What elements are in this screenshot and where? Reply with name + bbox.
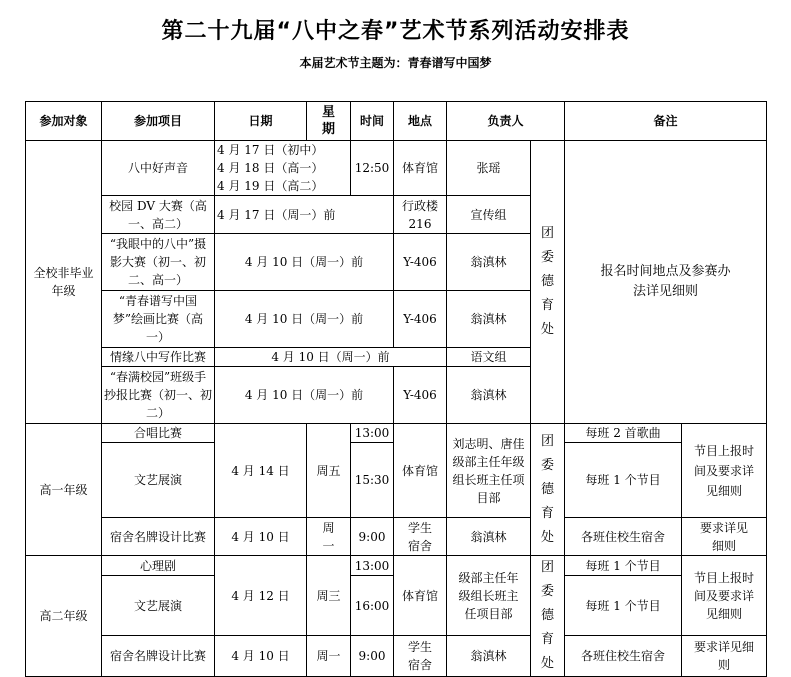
date-cell: 4 月 12 日 <box>215 556 307 636</box>
item-cell: 文艺展演 <box>102 576 215 636</box>
place-cell: 行政楼216 <box>394 196 447 234</box>
note-cell: 每班 1 个节目 <box>565 576 682 636</box>
page-title: 第二十九届“八中之春”艺术节系列活动安排表 <box>161 19 630 44</box>
place-cell: 体育馆 <box>394 424 447 518</box>
dept-cell: 团委德育处 <box>531 141 565 424</box>
place-cell: 学生宿舍 <box>394 518 447 556</box>
place-cell: 学生宿舍 <box>394 636 447 677</box>
header-target: 参加对象 <box>26 102 102 141</box>
date-cell: 4 月 10 日（周一）前 <box>215 234 394 291</box>
note-cell: 每班 1 个节目 <box>565 556 682 576</box>
header-date: 日期 <box>215 102 307 141</box>
person-cell: 刘志明、唐佳级部主任年级组长班主任项目部 <box>447 424 531 518</box>
person-cell: 翁滇林 <box>447 291 531 348</box>
header-place: 地点 <box>394 102 447 141</box>
person-cell: 级部主任年级组长班主任项目部 <box>447 556 531 636</box>
note-cell: 各班住校生宿舍 <box>565 518 682 556</box>
weekday-cell: 周五 <box>307 424 351 518</box>
item-cell: 宿舍名牌设计比赛 <box>102 636 215 677</box>
time-cell: 12:50 <box>351 141 394 196</box>
item-cell: 合唱比赛 <box>102 424 215 443</box>
place-cell: Y-406 <box>394 367 447 424</box>
item-cell: 文艺展演 <box>102 443 215 518</box>
item-cell: 情缘八中写作比赛 <box>102 348 215 367</box>
date-cell: 4 月 17 日（初中） 4 月 18 日（高一） 4 月 19 日（高二） <box>215 141 351 196</box>
note-cell: 报名时间地点及参赛办法详见细则 <box>565 141 767 424</box>
dept-cell: 团委德育处 <box>531 556 565 677</box>
header-time: 时间 <box>351 102 394 141</box>
note-cell: 每班 1 个节目 <box>565 443 682 518</box>
date-cell: 4 月 10 日 <box>215 518 307 556</box>
person-cell: 翁滇林 <box>447 367 531 424</box>
person-cell: 翁滇林 <box>447 234 531 291</box>
table-row <box>26 141 767 196</box>
person-cell: 翁滇林 <box>447 518 531 556</box>
header-weekday: 星期 <box>307 102 351 141</box>
target-cell: 高二年级 <box>26 556 102 677</box>
person-cell: 翁滇林 <box>447 636 531 677</box>
date-cell: 4 月 10 日（周一）前 <box>215 348 447 367</box>
note2-cell: 要求详见细则 <box>682 518 767 556</box>
item-cell: “青春谱写中国梦”绘画比赛（高一） <box>102 291 215 348</box>
time-cell: 9:00 <box>351 518 394 556</box>
header-person: 负责人 <box>447 102 565 141</box>
item-cell: 校园 DV 大赛（高一、高二） <box>102 196 215 234</box>
note-cell: 各班住校生宿舍 <box>565 636 682 677</box>
place-cell: Y-406 <box>394 291 447 348</box>
table-row <box>26 424 767 443</box>
person-cell: 语文组 <box>447 348 531 367</box>
note-cell: 每班 2 首歌曲 <box>565 424 682 443</box>
header-note: 备注 <box>565 102 767 141</box>
place-cell: 体育馆 <box>394 556 447 636</box>
table-row <box>26 556 767 576</box>
person-cell: 张瑶 <box>447 141 531 196</box>
date-cell: 4 月 17 日（周一）前 <box>215 196 394 234</box>
time-cell: 13:00 <box>351 424 394 443</box>
note2-cell: 要求详见细则 <box>682 636 767 677</box>
person-cell: 宣传组 <box>447 196 531 234</box>
date-cell: 4 月 10 日（周一）前 <box>215 291 394 348</box>
item-cell: “春满校园”班级手抄报比赛（初一、初二） <box>102 367 215 424</box>
note2-cell: 节目上报时间及要求详见细则 <box>682 556 767 636</box>
time-cell: 15:30 <box>351 443 394 518</box>
date-cell: 4 月 14 日 <box>215 424 307 518</box>
header-item: 参加项目 <box>102 102 215 141</box>
item-cell: 心理剧 <box>102 556 215 576</box>
time-cell: 13:00 <box>351 556 394 576</box>
place-cell: 体育馆 <box>394 141 447 196</box>
table-row <box>26 518 767 556</box>
time-cell: 9:00 <box>351 636 394 677</box>
dept-cell: 团委德育处 <box>531 424 565 556</box>
time-cell: 16:00 <box>351 576 394 636</box>
header-row <box>26 102 767 141</box>
place-cell: Y-406 <box>394 234 447 291</box>
item-cell: “我眼中的八中”摄影大赛（初一、初二、高一） <box>102 234 215 291</box>
weekday-cell: 周一 <box>307 636 351 677</box>
weekday-cell: 周一 <box>307 518 351 556</box>
date-cell: 4 月 10 日（周一）前 <box>215 367 394 424</box>
page-subtitle: 本届艺术节主题为：青春谱写中国梦 <box>299 56 492 70</box>
item-cell: 宿舍名牌设计比赛 <box>102 518 215 556</box>
item-cell: 八中好声音 <box>102 141 215 196</box>
schedule-table <box>25 101 767 677</box>
note2-cell: 节目上报时间及要求详见细则 <box>682 424 767 518</box>
table-row <box>26 636 767 677</box>
weekday-cell: 周三 <box>307 556 351 636</box>
target-cell: 高一年级 <box>26 424 102 556</box>
target-cell: 全校非毕业年级 <box>26 141 102 424</box>
date-cell: 4 月 10 日 <box>215 636 307 677</box>
